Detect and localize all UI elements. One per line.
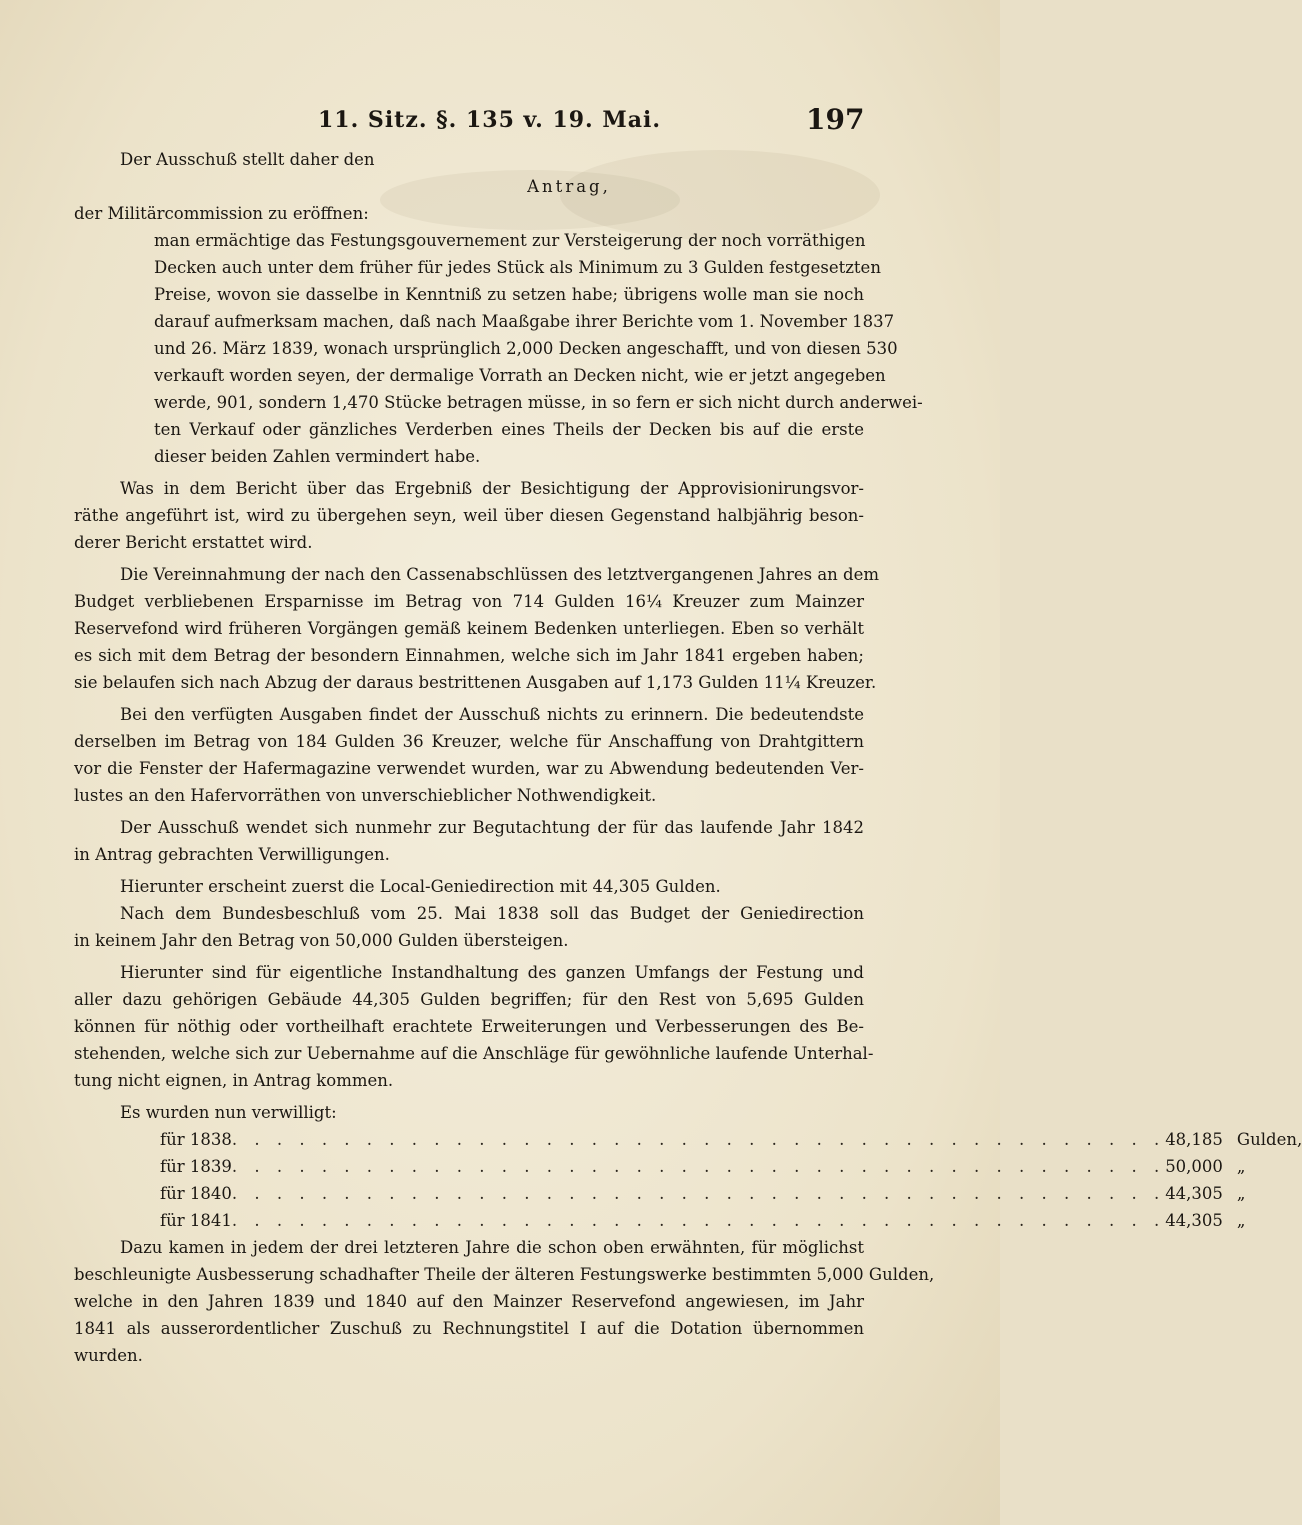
- paragraph: [74, 701, 864, 809]
- payment-amount: 50,000: [1165, 1157, 1223, 1176]
- payment-year: für 1840: [160, 1184, 232, 1203]
- text-line: Es wurden nun verwilligt:: [120, 1103, 337, 1122]
- text-line: verkauft worden seyen, der dermalige Vorrath an Decken nicht, wie er jetzt angegeben: [154, 366, 886, 385]
- text-line: der Militärcommission zu eröffnen:: [74, 204, 369, 223]
- text-line: Reservefond wird früheren Vorgängen gemäß keinem Bedenken unterliegen. Eben so verhält: [74, 619, 864, 638]
- text-line: Bei den verfügten Ausgaben findet der Ausschuß nichts zu erinnern. Die bedeutendste: [120, 705, 864, 724]
- payment-amount: 44,305: [1165, 1211, 1223, 1230]
- text-line: und 26. März 1839, wonach ursprünglich 2,000 Decken angeschafft, und von diesen 530: [154, 339, 898, 358]
- payment-unit: „: [1236, 1157, 1246, 1176]
- text-line: Dazu kamen in jedem der drei letzteren Jahre die schon oben erwähnten, für möglichst: [120, 1238, 864, 1257]
- text-line: Budget verbliebenen Ersparnisse im Betrag von 714 Gulden 16¼ Kreuzer zum Mainzer: [74, 592, 864, 611]
- text-line: in Antrag gebrachten Verwilligungen.: [74, 845, 390, 864]
- table-row: [160, 1126, 1302, 1153]
- running-head: 11. Sitz. §. 135 v. 19. Mai.: [318, 107, 662, 133]
- text-line: Der Ausschuß stellt daher den: [120, 150, 375, 169]
- text-line: vor die Fenster der Hafermagazine verwendet wurden, war zu Abwendung bedeutenden Ver-: [74, 759, 864, 778]
- text-line: wurden.: [74, 1346, 143, 1365]
- leader-dots: . . . . . . . . . . . . . . . . . . . . . . . . . . . . . . . . . . . . . . . . . .: [231, 1184, 1166, 1203]
- text-line: derselben im Betrag von 184 Gulden 36 Kreuzer, welche für Anschaffung von Drahtgittern: [74, 732, 864, 751]
- payment-unit: „: [1236, 1184, 1246, 1203]
- text-line: derer Bericht erstattet wird.: [74, 533, 313, 552]
- page-header: [0, 103, 1000, 143]
- text-line: tung nicht eignen, in Antrag kommen.: [74, 1071, 394, 1090]
- text-line: in keinem Jahr den Betrag von 50,000 Gulden übersteigen.: [74, 931, 569, 950]
- page-body: [74, 146, 1302, 1369]
- text-line: man ermächtige das Festungsgouvernement zur Versteigerung der noch vorräthigen: [154, 231, 866, 250]
- paragraph: [74, 1099, 864, 1126]
- paragraph: [74, 900, 864, 954]
- text-line: Preise, wovon sie dasselbe in Kenntniß zu setzen habe; übrigens wolle man sie noch: [154, 285, 864, 304]
- text-line: 1841 als ausserordentlicher Zuschuß zu Rechnungstitel I auf die Dotation übernommen: [74, 1319, 864, 1338]
- payment-year: für 1839: [160, 1157, 232, 1176]
- text-line: Der Ausschuß wendet sich nunmehr zur Begutachtung der für das laufende Jahr 1842: [120, 818, 864, 837]
- paragraph: [74, 1234, 935, 1369]
- leader-dots: . . . . . . . . . . . . . . . . . . . . . . . . . . . . . . . . . . . . . . . . . .: [231, 1211, 1166, 1230]
- antrag-heading: Antrag,: [527, 177, 611, 196]
- text-line: Hierunter erscheint zuerst die Local-Geniedirection mit 44,305 Gulden.: [120, 877, 721, 896]
- text-line: ten Verkauf oder gänzliches Verderben eines Theils der Decken bis auf die erste: [154, 420, 864, 439]
- payment-unit: „: [1236, 1211, 1246, 1230]
- table-row: [160, 1207, 1246, 1234]
- text-line: lustes an den Hafervorräthen von unverschieblicher Nothwendigkeit.: [74, 786, 657, 805]
- text-line: sie belaufen sich nach Abzug der daraus bestrittenen Ausgaben auf 1,173 Gulden 11¼ Kreuzer.: [74, 673, 877, 692]
- table-row: [160, 1180, 1246, 1207]
- paragraph: [74, 561, 880, 696]
- text-line: Nach dem Bundesbeschluß vom 25. Mai 1838 soll das Budget der Geniedirection: [120, 904, 864, 923]
- payment-year: für 1838: [160, 1130, 232, 1149]
- leader-dots: . . . . . . . . . . . . . . . . . . . . . . . . . . . . . . . . . . . . . . . . . .: [231, 1157, 1166, 1176]
- payment-year: für 1841: [160, 1211, 232, 1230]
- text-line: beschleunigte Ausbesserung schadhafter Theile der älteren Festungswerke bestimmten 5,000 Gulden,: [74, 1265, 935, 1284]
- text-line: darauf aufmerksam machen, daß nach Maaßgabe ihrer Berichte vom 1. November 1837: [154, 312, 895, 331]
- leader-dots: . . . . . . . . . . . . . . . . . . . . . . . . . . . . . . . . . . . . . . . . . .: [231, 1130, 1166, 1149]
- paragraph: [74, 814, 864, 868]
- text-line: Hierunter sind für eigentliche Instandhaltung des ganzen Umfangs der Festung und: [120, 963, 864, 982]
- text-line: können für nöthig oder vortheilhaft erachtete Erweiterungen und Verbesserungen des Be-: [74, 1017, 864, 1036]
- text-line: werde, 901, sondern 1,470 Stücke betragen müsse, in so fern er sich nicht durch anderwei-: [154, 393, 923, 412]
- payment-unit: Gulden,: [1236, 1130, 1302, 1149]
- payment-amount: 48,185: [1165, 1130, 1223, 1149]
- table-row: [160, 1153, 1246, 1180]
- payment-amount: 44,305: [1165, 1184, 1223, 1203]
- text-line: Was in dem Bericht über das Ergebniß der Besichtigung der Approvisionirungsvor-: [120, 479, 864, 498]
- paragraph: [74, 959, 874, 1094]
- text-line: aller dazu gehörigen Gebäude 44,305 Gulden begriffen; für den Rest von 5,695 Gulden: [74, 990, 864, 1009]
- text-line: Decken auch unter dem früher für jedes Stück als Minimum zu 3 Gulden festgesetzten: [154, 258, 881, 277]
- page-number: 197: [806, 103, 865, 136]
- paragraph: [74, 873, 864, 900]
- text-line: dieser beiden Zahlen vermindert habe.: [154, 447, 481, 466]
- text-line: es sich mit dem Betrag der besondern Einnahmen, welche sich im Jahr 1841 ergeben haben;: [74, 646, 864, 665]
- proposal-block: [154, 227, 923, 470]
- paragraph: [74, 475, 864, 556]
- payments-table: [160, 1126, 1302, 1234]
- text-line: welche in den Jahren 1839 und 1840 auf den Mainzer Reservefond angewiesen, im Jahr: [74, 1292, 864, 1311]
- text-line: stehenden, welche sich zur Uebernahme auf die Anschläge für gewöhnliche laufende Unterhal-: [74, 1044, 874, 1063]
- text-line: Die Vereinnahmung der nach den Cassenabschlüssen des letztvergangenen Jahres an dem: [120, 565, 880, 584]
- text-line: räthe angeführt ist, wird zu übergehen seyn, weil über diesen Gegenstand halbjährig beson-: [74, 506, 864, 525]
